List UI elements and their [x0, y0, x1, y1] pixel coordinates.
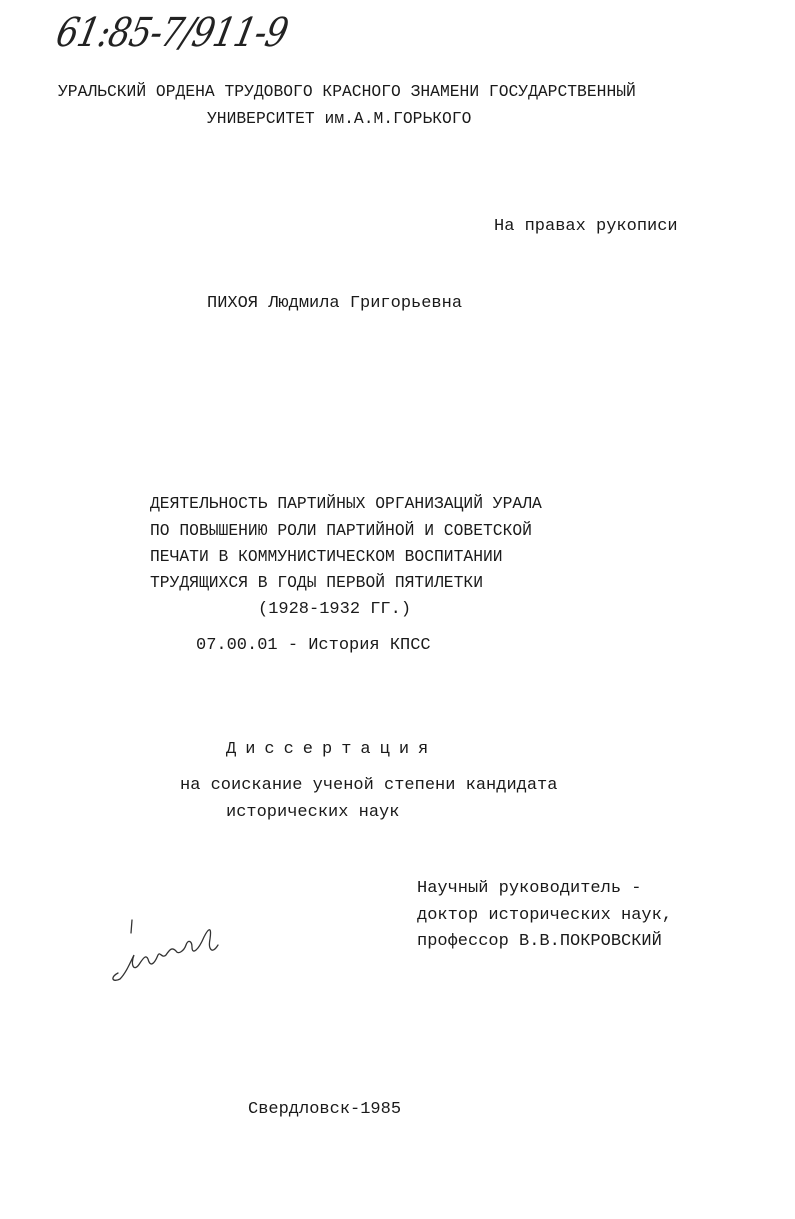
title-years: (1928-1932 ГГ.): [258, 600, 412, 619]
title-line: ТРУДЯЩИХСЯ В ГОДЫ ПЕРВОЙ ПЯТИЛЕТКИ: [150, 574, 483, 593]
institution-line-1: УРАЛЬСКИЙ ОРДЕНА ТРУДОВОГО КРАСНОГО ЗНАМЕНИ ГОСУДАРСТВЕННЫЙ: [58, 83, 636, 102]
degree-line-1: на соискание ученой степени кандидата: [180, 776, 558, 795]
place-and-year: Свердловск-1985: [248, 1100, 402, 1119]
title-line: ПЕЧАТИ В КОММУНИСТИЧЕСКОМ ВОСПИТАНИИ: [150, 548, 503, 567]
institution-line-2: УНИВЕРСИТЕТ им.А.М.ГОРЬКОГО: [207, 110, 472, 129]
author-name: ПИХОЯ Людмила Григорьевна: [207, 294, 463, 313]
title-line: ПО ПОВЫШЕНИЮ РОЛИ ПАРТИЙНОЙ И СОВЕТСКОЙ: [150, 522, 532, 541]
handwritten-archive-code: 61:85-7/911-9: [52, 10, 292, 56]
specialty: 07.00.01 - История КПСС: [196, 636, 431, 655]
supervisor-line-3: профессор В.В.ПОКРОВСКИЙ: [417, 932, 662, 951]
handwritten-signature: [100, 915, 230, 990]
degree-line-2: исторических наук: [226, 803, 400, 822]
rights-note: На правах рукописи: [494, 217, 678, 236]
title-line: ДЕЯТЕЛЬНОСТЬ ПАРТИЙНЫХ ОРГАНИЗАЦИЙ УРАЛА: [150, 495, 542, 514]
supervisor-line-1: Научный руководитель -: [417, 879, 642, 898]
work-type: Диссертация: [226, 740, 438, 759]
supervisor-line-2: доктор исторических наук,: [417, 906, 673, 925]
